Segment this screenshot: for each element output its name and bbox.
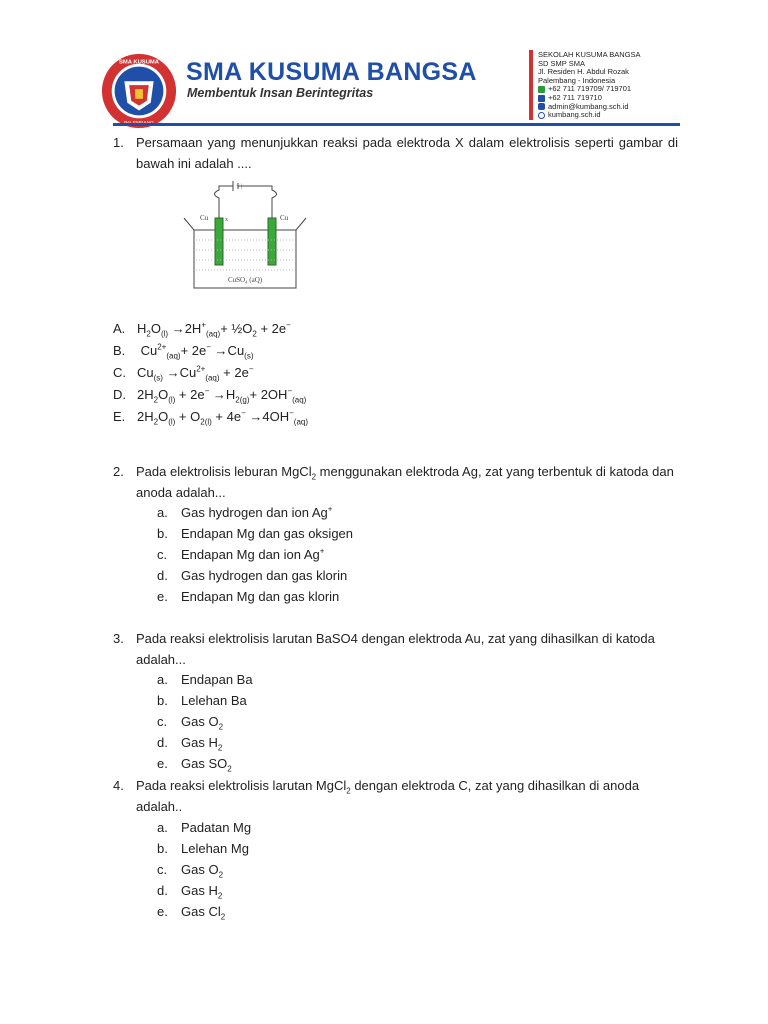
contact-city: Palembang - Indonesia <box>538 75 616 85</box>
solution-label: CuSO₄ (aQ) <box>228 276 263 284</box>
question-number: 3. <box>113 631 124 646</box>
contact-web[interactable]: kumbang.sch.id <box>548 110 601 120</box>
electrolysis-diagram <box>178 178 314 296</box>
contact-address: Jl. Residen H. Abdul Rozak <box>538 67 629 77</box>
left-electrode-label: Cu <box>200 214 209 222</box>
q3-option-b[interactable]: b. Lelehan Ba <box>157 693 247 708</box>
school-tagline: Membentuk Insan Berintegritas <box>187 86 374 100</box>
q2-option-e[interactable]: e. Endapan Mg dan gas klorin <box>157 589 340 604</box>
question-2 <box>113 461 678 503</box>
fax-icon <box>538 95 545 102</box>
svg-text:SMA KUSUMA: SMA KUSUMA <box>118 59 160 66</box>
question-text: Pada reaksi elektrolisis larutan MgCl$_2$ dengan elektroda C, zat yang dihasilkan di anoda adalah.. <box>136 778 640 814</box>
question-text: Pada reaksi elektrolisis larutan BaSO4 dengan elektroda Au, zat yang dihasilkan di katoda adalah... <box>136 631 655 667</box>
question-number: 4. <box>113 778 124 793</box>
q2-option-c[interactable]: c. Endapan Mg dan ion Ag+ <box>157 546 325 562</box>
question-text: Pada elektrolisis leburan MgCl$_2$ menggunakan elektroda Ag, zat yang terbentuk di katoda dan anoda adalah... <box>136 464 674 500</box>
contact-fax: +62 711 719710 <box>548 92 602 102</box>
x-electrode-label: x <box>225 217 228 223</box>
q4-option-e[interactable]: e. Gas $Cl_2$ <box>157 904 226 922</box>
phone-icon <box>538 86 545 93</box>
contact-levels: SD SMP SMA <box>538 58 585 68</box>
question-text: Persamaan yang menunjukkan reaksi pada elektroda X dalam elektrolisis seperti gambar di bawah ini adalah .... <box>136 135 678 171</box>
q3-option-d[interactable]: d. Gas $H_2$ <box>157 735 223 753</box>
header-divider <box>529 50 533 120</box>
contact-web-row <box>538 111 641 120</box>
q1-option-a[interactable]: A. $H_2O_{(l)} \to 2H^+_{(aq)}+$ $\frac{1}{2}O_2 + 2e^-$ <box>113 320 291 339</box>
school-name: SMA KUSUMA BANGSA <box>186 58 477 86</box>
contact-name: SEKOLAH KUSUMA BANGSA <box>538 50 641 59</box>
q4-option-c[interactable]: c. Gas $O_2$ <box>157 862 224 880</box>
question-4 <box>113 775 678 817</box>
web-icon <box>538 112 545 119</box>
email-icon <box>538 103 545 110</box>
contact-block <box>538 51 641 120</box>
q3-option-a[interactable]: a. Endapan Ba <box>157 672 253 687</box>
q4-option-b[interactable]: b. Lelehan Mg <box>157 841 249 856</box>
q4-option-a[interactable]: a. Padatan Mg <box>157 820 252 835</box>
q4-option-d[interactable]: d. Gas $H_2$ <box>157 883 223 901</box>
q3-option-c[interactable]: c. Gas $O_2$ <box>157 714 224 732</box>
header-rule <box>113 123 680 126</box>
battery-label: + | - <box>236 184 246 190</box>
q2-option-d[interactable]: d. Gas hydrogen dan gas klorin <box>157 568 348 583</box>
q1-option-b[interactable]: B. $Cu^{2+}_{(aq)}+ 2e^- \to Cu_{(s)}$ <box>113 342 254 361</box>
question-1 <box>113 132 678 174</box>
q3-option-e[interactable]: e. Gas $SO_2$ <box>157 756 232 774</box>
q1-option-c[interactable]: C. $Cu_{(s)} \to Cu^{2+}_{(aq)} + 2e^-$ <box>113 364 254 383</box>
school-logo <box>100 52 178 130</box>
q1-option-e[interactable]: E. $2H_2O_{(l)} + O_{2(l)} + 4e^- \to 4OH^-_{(aq)}$ <box>113 408 309 427</box>
question-number: 2. <box>113 464 124 479</box>
q1-option-d[interactable]: D. $2H_2O_{(l)} + 2e^- \to H_{2(g)}+ 2OH^-_{(aq)}$ <box>113 386 307 405</box>
q2-option-a[interactable]: a. Gas hydrogen dan ion Ag+ <box>157 504 333 520</box>
q2-option-b[interactable]: b. Endapan Mg dan gas oksigen <box>157 526 354 541</box>
question-3 <box>113 628 678 670</box>
contact-email[interactable]: admin@kumbang.sch.id <box>548 101 629 111</box>
contact-phone: +62 711 719709/ 719701 <box>548 84 632 94</box>
question-number: 1. <box>113 135 124 150</box>
right-electrode-label: Cu <box>280 214 289 222</box>
